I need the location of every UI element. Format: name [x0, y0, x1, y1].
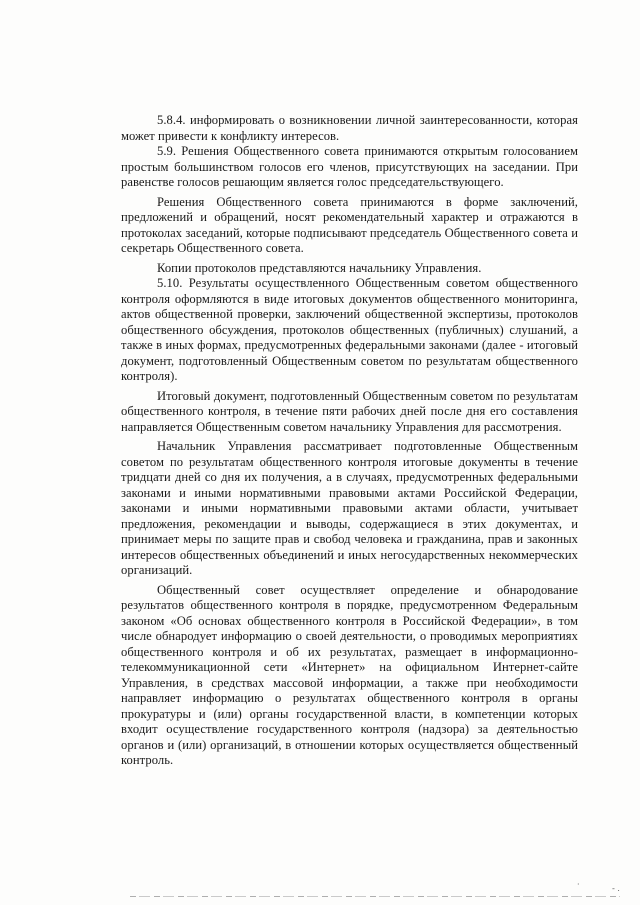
paragraph-5-10: 5.10. Результаты осуществленного Общественным советом общественного контроля оформляются в виде итоговых документов общественного мониторинга, актов общественной проверки, заключений общественной экспертизы, протоколов общественного обсуждения, протоколов общественных (публичных) слушаний, а также в иных формах, предусмотренных федеральными законами (далее - итоговый документ, подготовленный Общественным советом по результатам общественного контроля).	[121, 276, 578, 383]
paragraph-decisions-form: Решения Общественного совета принимаются в форме заключений, предложений и обращений, носят рекомендательный характер и отражаются в протоколах заседаний, которые подписывают председатель Общественного совета и секретарь Общественного совета.	[121, 194, 578, 255]
scan-artifact-mark: - .	[612, 884, 620, 893]
paragraph-protocol-copies: Копии протоколов представляются начальнику Управления.	[157, 260, 482, 275]
paragraph-head-review: Начальник Управления рассматривает подготовленные Общественным советом по результатам общественного контроля итоговые документы в течение тридцати дней со дня их получения, а в случаях, предусмотренных федеральными законами и иными нормативными правовыми актами Российской Федерации, законами и иными нормативными правовыми актами области, учитывает предложения, рекомендации и выводы, содержащиеся в этих документах, и принимает меры по защите прав и свобод человека и гражданина, прав и законных интересов общественных объединений и иных негосударственных некоммерческих организаций.	[121, 439, 578, 577]
scan-artifact-mark: ·	[577, 880, 580, 889]
paragraph-5-8-4: 5.8.4. информировать о возникновении личной заинтересованности, которая может привести к конфликту интересов.	[121, 113, 578, 143]
paragraph-final-document: Итоговый документ, подготовленный Общественным советом по результатам общественного контроля, в течение пяти рабочих дней после дня его составления направляется Общественным советом начальнику Управления для рассмотрения.	[121, 388, 578, 434]
paragraph-publication: Общественный совет осуществляет определение и обнародование результатов общественного контроля в порядке, предусмотренном Федеральным законом «Об основах общественного контроля в Российской Федерации», в том числе обнародует информацию о своей деятельности, о проводимых мероприятиях общественного контроля и об их результатах, размещает в информационно-телекоммуникационной сети «Интернет» на официальном Интернет-сайте Управления, в средствах массовой информации, а также при необходимости направляет информацию о результатах общественного контроля в органы прокуратуры и (или) органы государственной власти, в компетенции которых входит осуществление государственного контроля (надзора) за деятельностью органов и (или) организаций, в отношении которых осуществляется общественный контроль.	[121, 582, 578, 767]
document-body	[121, 113, 578, 769]
scan-edge-line	[130, 896, 620, 897]
paragraph-5-9: 5.9. Решения Общественного совета принимаются открытым голосованием простым большинством голосов его членов, присутствующих на заседании. При равенстве голосов решающим является голос председательствующего.	[121, 144, 578, 189]
